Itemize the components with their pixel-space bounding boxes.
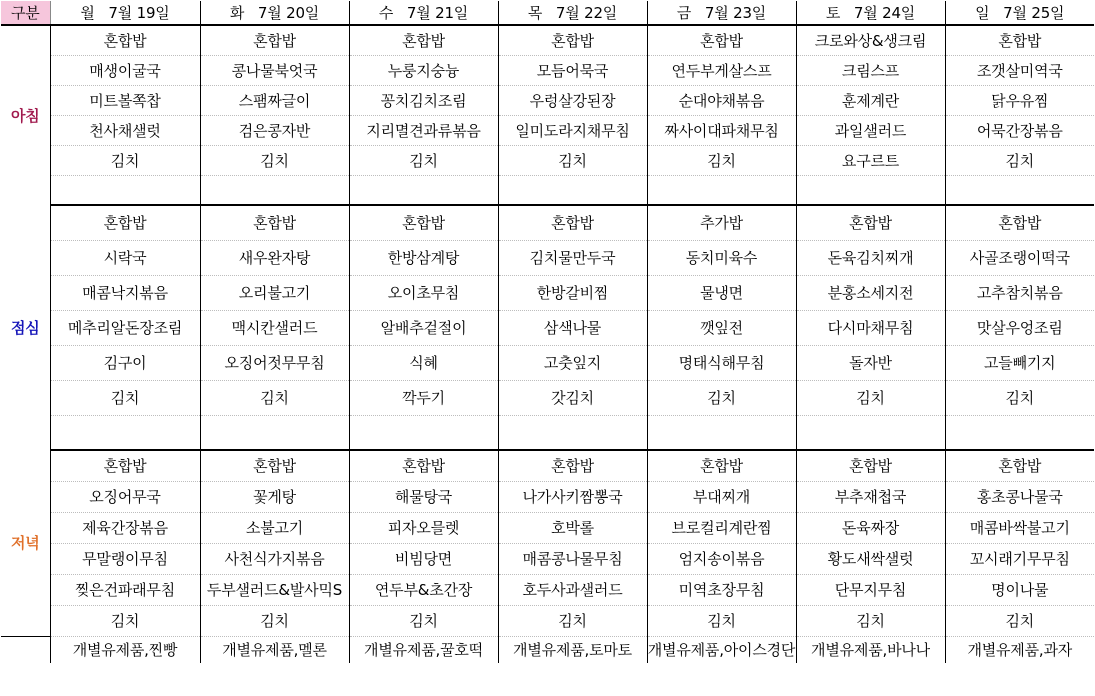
dinner-row	[1, 574, 1094, 605]
date-label: 7월 19일	[108, 4, 170, 22]
menu-item: 오징어젓무무침	[200, 345, 349, 380]
menu-item: 김치물만두국	[498, 240, 647, 275]
menu-item: 크로와상&생크림	[796, 25, 945, 55]
menu-item: 김치	[647, 145, 796, 175]
menu-item: 혼합밥	[647, 25, 796, 55]
menu-item: 명이나물	[945, 574, 1094, 605]
menu-item: 우렁살강된장	[498, 85, 647, 115]
menu-item: 혼합밥	[647, 450, 796, 481]
menu-item: 맛살우엉조림	[945, 310, 1094, 345]
dinner-row	[1, 512, 1094, 543]
menu-item: 매콤낙지볶음	[50, 275, 200, 310]
snack-item: 개별유제품,멜론	[200, 636, 349, 663]
menu-item: 혼합밥	[349, 450, 498, 481]
menu-item: 닭우유찜	[945, 85, 1094, 115]
lunch-row	[1, 415, 1094, 450]
menu-item: 돈육김치찌개	[796, 240, 945, 275]
menu-item: 황도새싹샐럿	[796, 543, 945, 574]
menu-item: 엄지송이볶음	[647, 543, 796, 574]
menu-item: 부대찌개	[647, 481, 796, 512]
day-header	[498, 1, 647, 25]
lunch-row	[1, 310, 1094, 345]
menu-item: 혼합밥	[349, 25, 498, 55]
menu-item	[647, 175, 796, 205]
menu-item: 순대야채볶음	[647, 85, 796, 115]
menu-item: 동치미육수	[647, 240, 796, 275]
menu-item: 누룽지숭늉	[349, 55, 498, 85]
menu-item: 돌자반	[796, 345, 945, 380]
date-label: 7월 24일	[853, 4, 916, 22]
menu-item: 김치	[349, 605, 498, 636]
lunch-row	[1, 240, 1094, 275]
menu-item: 소불고기	[200, 512, 349, 543]
menu-item: 사천식가지볶음	[200, 543, 349, 574]
menu-item: 혼합밥	[200, 450, 349, 481]
day-header	[349, 1, 498, 25]
breakfast-row	[1, 145, 1094, 175]
menu-item: 천사채샐럿	[50, 115, 200, 145]
menu-item: 김구이	[50, 345, 200, 380]
lunch-row	[1, 380, 1094, 415]
menu-item: 김치	[945, 605, 1094, 636]
day-header	[796, 1, 945, 25]
menu-item: 혼합밥	[498, 450, 647, 481]
snack-row	[1, 636, 1094, 663]
snack-item: 개별유제품,과자	[945, 636, 1094, 663]
menu-item: 시락국	[50, 240, 200, 275]
menu-item: 검은콩자반	[200, 115, 349, 145]
menu-item: 크림스프	[796, 55, 945, 85]
day-header	[50, 1, 200, 25]
breakfast-row	[1, 175, 1094, 205]
menu-item: 혼합밥	[200, 205, 349, 240]
menu-item: 고추참치볶음	[945, 275, 1094, 310]
menu-item: 무말랭이무침	[50, 543, 200, 574]
dinner-label: 저녁	[1, 450, 50, 636]
breakfast-row	[1, 55, 1094, 85]
snack-item: 개별유제품,바나나	[796, 636, 945, 663]
menu-item	[50, 415, 200, 450]
date-label: 7월 23일	[704, 4, 767, 22]
menu-item: 고들빼기지	[945, 345, 1094, 380]
weekday-label: 일	[975, 4, 990, 22]
date-label: 7월 25일	[1003, 4, 1065, 22]
menu-item: 한방삼계탕	[349, 240, 498, 275]
menu-item: 해물탕국	[349, 481, 498, 512]
menu-item: 깻잎전	[647, 310, 796, 345]
weekday-label: 월	[80, 4, 95, 22]
menu-item: 맥시칸샐러드	[200, 310, 349, 345]
menu-item	[647, 415, 796, 450]
menu-item	[200, 175, 349, 205]
menu-item: 김치	[945, 145, 1094, 175]
menu-item: 김치	[498, 605, 647, 636]
menu-item: 김치	[945, 380, 1094, 415]
menu-item: 삼색나물	[498, 310, 647, 345]
menu-item	[349, 175, 498, 205]
lunch-row	[1, 345, 1094, 380]
menu-item: 훈제계란	[796, 85, 945, 115]
menu-item: 피자오믈렛	[349, 512, 498, 543]
menu-item: 사골조랭이떡국	[945, 240, 1094, 275]
menu-item: 어묵간장볶음	[945, 115, 1094, 145]
menu-item: 미트볼쪽찹	[50, 85, 200, 115]
menu-item: 오징어무국	[50, 481, 200, 512]
menu-item: 돈육짜장	[796, 512, 945, 543]
menu-item: 추가밥	[647, 205, 796, 240]
menu-item: 혼합밥	[50, 450, 200, 481]
menu-item: 스팸짜글이	[200, 85, 349, 115]
menu-item	[796, 415, 945, 450]
menu-item: 혼합밥	[945, 205, 1094, 240]
menu-item: 미역초장무침	[647, 574, 796, 605]
menu-item: 메추리알돈장조림	[50, 310, 200, 345]
weekday-label: 목	[527, 4, 543, 22]
snack-label-cell	[1, 636, 50, 663]
menu-item: 혼합밥	[50, 205, 200, 240]
day-header	[200, 1, 349, 25]
menu-item: 나가사키짬뽕국	[498, 481, 647, 512]
menu-item: 혼합밥	[498, 205, 647, 240]
menu-item: 갓김치	[498, 380, 647, 415]
menu-item	[200, 415, 349, 450]
menu-item: 모듬어묵국	[498, 55, 647, 85]
menu-item: 김치	[50, 145, 200, 175]
menu-item: 혼합밥	[50, 25, 200, 55]
menu-item: 분홍소세지전	[796, 275, 945, 310]
breakfast-row	[1, 25, 1094, 55]
category-header: 구분	[1, 1, 50, 25]
menu-item: 부추재첩국	[796, 481, 945, 512]
menu-item: 브로컬리계란찜	[647, 512, 796, 543]
menu-item	[498, 175, 647, 205]
menu-item: 매콤바싹불고기	[945, 512, 1094, 543]
dinner-row	[1, 605, 1094, 636]
menu-item: 매콤콩나물무침	[498, 543, 647, 574]
lunch-row	[1, 275, 1094, 310]
lunch-label: 점심	[1, 205, 50, 450]
date-label: 7월 21일	[406, 4, 469, 22]
menu-item	[945, 415, 1094, 450]
menu-item: 다시마채무침	[796, 310, 945, 345]
menu-item: 꽃게탕	[200, 481, 349, 512]
dinner-row	[1, 481, 1094, 512]
breakfast-row	[1, 85, 1094, 115]
menu-item: 고춧잎지	[498, 345, 647, 380]
menu-item: 깍두기	[349, 380, 498, 415]
menu-item: 과일샐러드	[796, 115, 945, 145]
menu-item: 혼합밥	[200, 25, 349, 55]
menu-item: 조갯살미역국	[945, 55, 1094, 85]
menu-item: 김치	[796, 380, 945, 415]
menu-item	[498, 415, 647, 450]
menu-item: 홍초콩나물국	[945, 481, 1094, 512]
menu-item: 짜사이대파채무침	[647, 115, 796, 145]
date-label: 7월 22일	[555, 4, 618, 22]
menu-item: 한방갈비찜	[498, 275, 647, 310]
menu-item: 연두부게살스프	[647, 55, 796, 85]
weekly-menu-table	[1, 1, 1094, 663]
menu-item: 혼합밥	[796, 205, 945, 240]
menu-item: 제육간장볶음	[50, 512, 200, 543]
snack-item: 개별유제품,토마토	[498, 636, 647, 663]
breakfast-label: 아침	[1, 25, 50, 205]
menu-item: 혼합밥	[945, 25, 1094, 55]
day-header	[945, 1, 1094, 25]
menu-item: 김치	[50, 380, 200, 415]
menu-item: 김치	[200, 145, 349, 175]
menu-item: 물냉면	[647, 275, 796, 310]
menu-item: 비빔당면	[349, 543, 498, 574]
menu-item	[945, 175, 1094, 205]
menu-item: 명태식해무침	[647, 345, 796, 380]
menu-item	[50, 175, 200, 205]
menu-item: 오이초무침	[349, 275, 498, 310]
breakfast-row	[1, 115, 1094, 145]
menu-item: 지리멸견과류볶음	[349, 115, 498, 145]
weekday-label: 화	[229, 4, 245, 22]
menu-item: 새우완자탕	[200, 240, 349, 275]
menu-item: 찢은건파래무침	[50, 574, 200, 605]
snack-item: 개별유제품,꿀호떡	[349, 636, 498, 663]
menu-item: 김치	[647, 380, 796, 415]
menu-item: 김치	[349, 145, 498, 175]
menu-item: 혼합밥	[498, 25, 647, 55]
menu-item: 알배추겉절이	[349, 310, 498, 345]
menu-item: 단무지무침	[796, 574, 945, 605]
menu-item: 매생이굴국	[50, 55, 200, 85]
dinner-row	[1, 450, 1094, 481]
header-row	[1, 1, 1094, 25]
menu-item	[349, 415, 498, 450]
menu-item: 김치	[498, 145, 647, 175]
weekday-label: 금	[676, 4, 692, 22]
menu-item: 호박롤	[498, 512, 647, 543]
menu-item: 꼬시래기무무침	[945, 543, 1094, 574]
snack-item: 개별유제품,찐빵	[50, 636, 200, 663]
menu-item: 김치	[200, 605, 349, 636]
menu-item: 꽁치김치조림	[349, 85, 498, 115]
lunch-row	[1, 205, 1094, 240]
menu-item: 요구르트	[796, 145, 945, 175]
menu-item: 혼합밥	[796, 450, 945, 481]
menu-item: 식혜	[349, 345, 498, 380]
menu-item: 김치	[647, 605, 796, 636]
menu-item: 김치	[50, 605, 200, 636]
menu-item: 호두사과샐러드	[498, 574, 647, 605]
snack-item: 개별유제품,아이스경단	[647, 636, 796, 663]
menu-item: 김치	[200, 380, 349, 415]
menu-item: 일미도라지채무침	[498, 115, 647, 145]
date-label: 7월 20일	[257, 4, 320, 22]
weekday-label: 수	[378, 4, 394, 22]
menu-item: 콩나물북엇국	[200, 55, 349, 85]
weekday-label: 토	[825, 4, 841, 22]
menu-item	[796, 175, 945, 205]
menu-item: 혼합밥	[349, 205, 498, 240]
day-header	[647, 1, 796, 25]
menu-item: 혼합밥	[945, 450, 1094, 481]
dinner-row	[1, 543, 1094, 574]
menu-item: 오리불고기	[200, 275, 349, 310]
menu-item: 두부샐러드&발사믹S	[200, 574, 349, 605]
menu-item: 연두부&초간장	[349, 574, 498, 605]
menu-item: 김치	[796, 605, 945, 636]
